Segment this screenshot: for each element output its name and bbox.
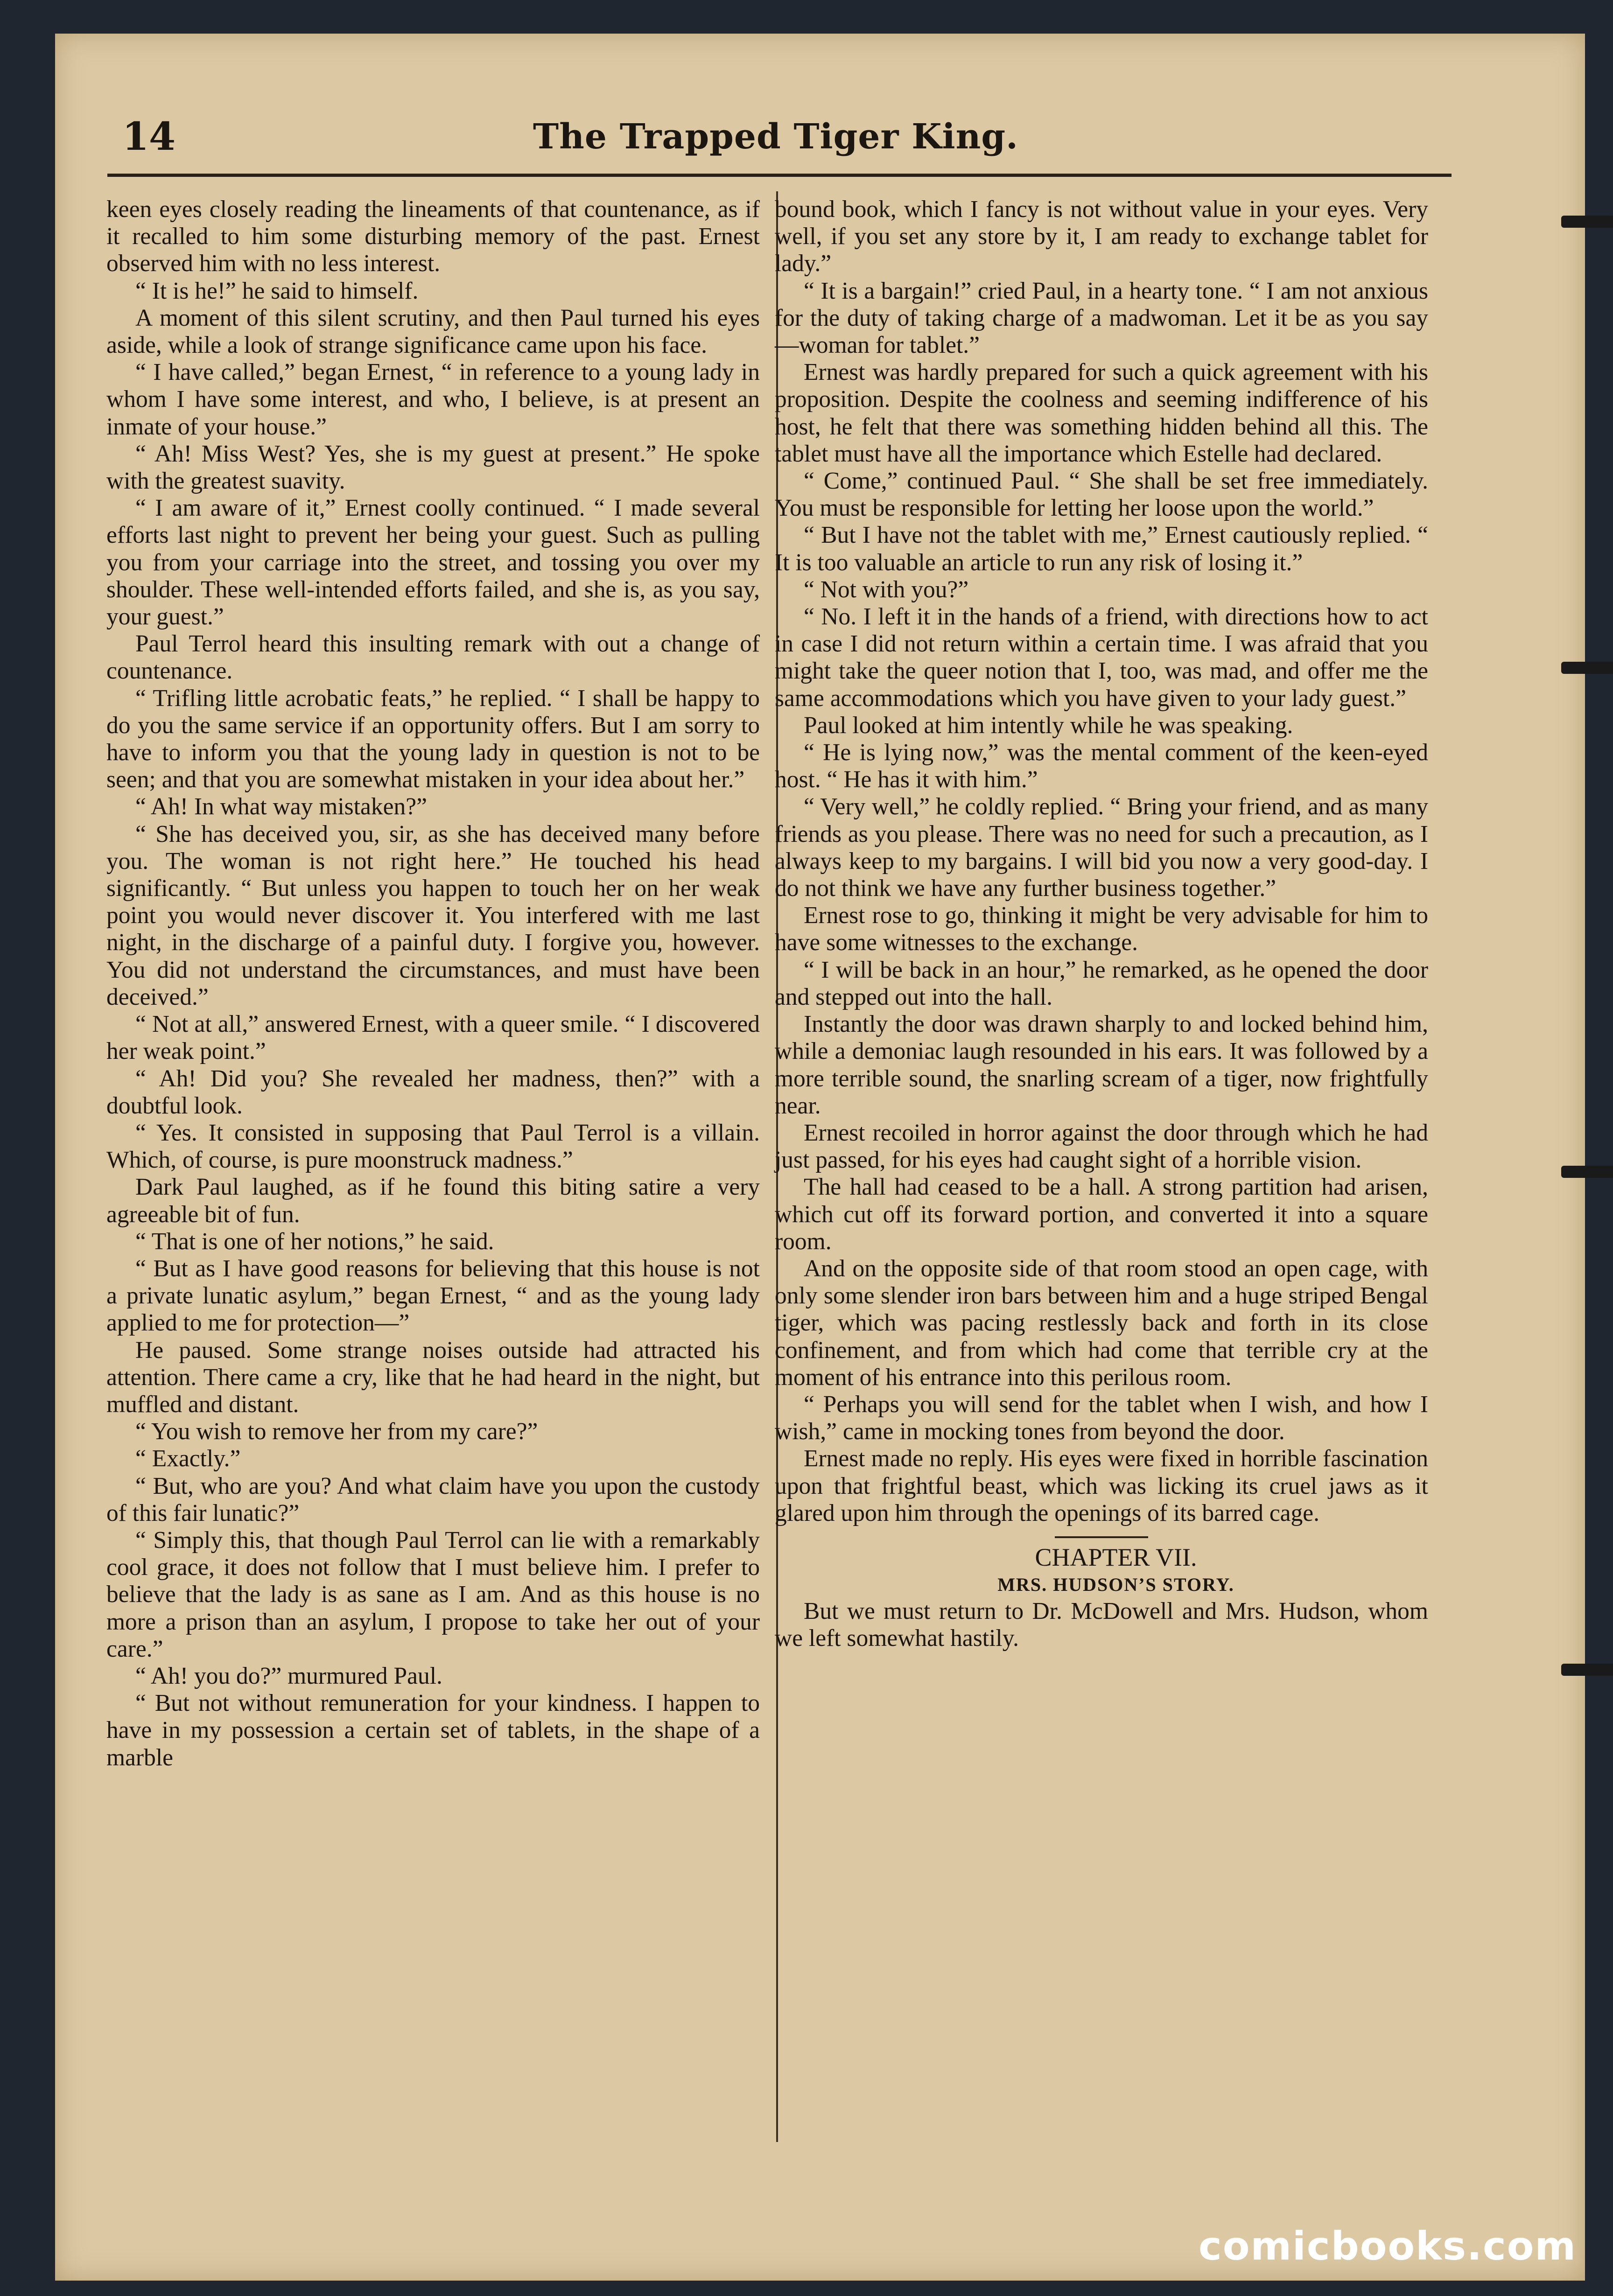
running-title: The Trapped Tiger King. [533,117,1018,157]
page-number: 14 [122,114,176,159]
paragraph: Ernest rose to go, thinking it might be very advisable for him to have some witnesses to the exchange. [775,902,1428,956]
paragraph: Ernest recoiled in horror against the door through which he had just passed, for his eyes had caught sight of a horrible vision. [775,1119,1428,1174]
paragraph: “ Not at all,” answered Ernest, with a queer smile. “ I discovered her weak point.” [106,1011,760,1065]
paragraph: “ It is a bargain!” cried Paul, in a hearty tone. “ I am not anxious for the duty of taking charge of a madwoman. Let it be as you say—woman for tablet.” [775,277,1428,359]
paragraph: And on the opposite side of that room stood an open cage, with only some slender iron bars between him and a huge striped Bengal tiger, which was pacing restlessly back and forth in its close confinement, and from which had come that terrible cry at the moment of his entrance into this perilous room. [775,1255,1428,1391]
binding-stitch [1561,1664,1613,1676]
paragraph: “ I will be back in an hour,” he remarked, as he opened the door and stepped out into the hall. [775,956,1428,1010]
binding-stitch [1561,1166,1613,1178]
paragraph: “ It is he!” he said to himself. [135,277,419,304]
paragraph: “ I have called,” began Ernest, “ in reference to a young lady in whom I have some interest, and who, I believe, is at present an inmate of your house.” [106,359,760,440]
paragraph: “ But not without remuneration for your kindness. I happen to have in my possession a certain set of tablets, in the shape of a marble [106,1690,760,1771]
paragraph: “ Simply this, that though Paul Terrol can lie with a remarkably cool grace, it does not follow that I must believe him. I prefer to believe that the lady is as sane as I am. And as this house is no more a prison than an asylum, I propose to take her out of your care.” [106,1526,760,1662]
paragraph: A moment of this silent scrutiny, and then Paul turned his eyes aside, while a look of strange significance came upon his face. [106,304,760,359]
chapter-title: CHAPTER VII. [1035,1543,1197,1571]
paragraph: Ernest made no reply. His eyes were fixed in horrible fascination upon that frightful beast, which was licking its cruel jaws as it glared upon him through the openings of its barred cage. [775,1445,1428,1526]
paragraph: The hall had ceased to be a hall. A strong partition had arisen, which cut off its forward portion, and converted it into a square room. [775,1174,1428,1255]
paragraph: “ Ah! Did you? She revealed her madness, then?” with a doubtful look. [106,1065,760,1119]
paragraph: keen eyes closely reading the lineaments of that countenance, as if it recalled to him some disturbing memory of the past. Ernest observed him with no less interest. [106,196,760,277]
paragraph: “ Perhaps you will send for the tablet when I wish, and how I wish,” came in mocking tones from beyond the door. [775,1391,1428,1445]
left-column [106,196,760,1771]
chapter-rule [1055,1536,1148,1538]
watermark: comicbooks.com [1199,2223,1577,2269]
page-header [122,111,1429,162]
paragraph: Instantly the door was drawn sharply to and locked behind him, while a demoniac laugh resounded in his ears. It was followed by a more terrible sound, the snarling scream of a tiger, now frightfully near. [775,1011,1428,1119]
paragraph: “ Come,” continued Paul. “ She shall be set free immediately. You must be responsible for letting her loose upon the world.” [775,468,1428,522]
paragraph: “ She has deceived you, sir, as she has deceived many before you. The woman is not right here.” He touched his head significantly. “ But unless you happen to touch her on her weak point you would never discover it. You interfered with me last night, in the discharge of a painful duty. I forgive you, however. You did not understand the circumstances, and must have been deceived.” [106,820,760,1010]
paragraph: Dark Paul laughed, as if he found this biting satire a very agreeable bit of fun. [106,1174,760,1228]
binding-stitch [1561,662,1613,674]
header-rule [107,174,1452,177]
paragraph: bound book, which I fancy is not without value in your eyes. Very well, if you set any store by it, I am ready to exchange tablet for lady.” [775,196,1428,277]
paragraph: “ But, who are you? And what claim have you upon the custody of this fair lunatic?” [106,1472,760,1526]
paragraph: “ He is lying now,” was the mental comment of the keen-eyed host. “ He has it with him.” [775,739,1428,793]
paragraph: “ Exactly.” [135,1445,241,1472]
paragraph: “ I am aware of it,” Ernest coolly continued. “ I made several efforts last night to prevent her being your guest. Such as pulling you from your carriage into the street, and tossing you over my shoulder. These well-intended efforts failed, and she is, as you say, your guest.” [106,495,760,630]
paragraph: “ No. I left it in the hands of a friend, with directions how to act in case I did not return within a certain time. I was afraid that you might take the queer notion that I, too, was mad, and offer me the same accommodations which you have given to your lady guest.” [775,603,1428,712]
paragraph: “ But I have not the tablet with me,” Ernest cautiously replied. “ It is too valuable an article to run any risk of losing it.” [775,522,1428,576]
paragraph: “ Very well,” he coldly replied. “ Bring your friend, and as many friends as you please. There was no need for such a precaution, as I always keep to my bargains. I will bid you now a very good-day. I do not think we have any further business together.” [775,793,1428,902]
paragraph: He paused. Some strange noises outside had attracted his attention. There came a cry, like that he had heard in the night, but muffled and distant. [106,1337,760,1418]
paragraph: Paul looked at him intently while he was speaking. [804,712,1293,739]
paragraph: “ Yes. It consisted in supposing that Paul Terrol is a villain. Which, of course, is pure moonstruck madness.” [106,1119,760,1174]
paragraph: Ernest was hardly prepared for such a quick agreement with his proposition. Despite the coolness and seeming indifference of his host, he felt that there was something hidden behind all this. The tablet must have all the importance which Estelle had declared. [775,359,1428,467]
binding-stitch [1561,216,1613,228]
paragraph: “ Ah! Miss West? Yes, she is my guest at present.” He spoke with the greatest suavity. [106,440,760,495]
paragraph: “ But as I have good reasons for believing that this house is not a private lunatic asylum,” began Ernest, “ and as the young lady applied to me for protection—” [106,1255,760,1337]
paragraph: “ That is one of her notions,” he said. [135,1228,494,1255]
paragraph: But we must return to Dr. McDowell and Mrs. Hudson, whom we left somewhat hastily. [775,1597,1428,1652]
paragraph: “ Trifling little acrobatic feats,” he replied. “ I shall be happy to do you the same service if an opportunity offers. But I am sorry to have to inform you that the young lady in question is not to be seen; and that you are somewhat mistaken in your idea about her.” [106,685,760,793]
paragraph: “ You wish to remove her from my care?” [135,1418,538,1445]
chapter-subtitle: MRS. HUDSON’S STORY. [997,1574,1234,1595]
paragraph: Paul Terrol heard this insulting remark with out a change of countenance. [106,630,760,685]
paragraph: “ Not with you?” [804,576,969,603]
paragraph: “ Ah! you do?” murmured Paul. [135,1662,442,1689]
right-column [775,196,1428,1652]
paragraph: “ Ah! In what way mistaken?” [135,793,427,820]
